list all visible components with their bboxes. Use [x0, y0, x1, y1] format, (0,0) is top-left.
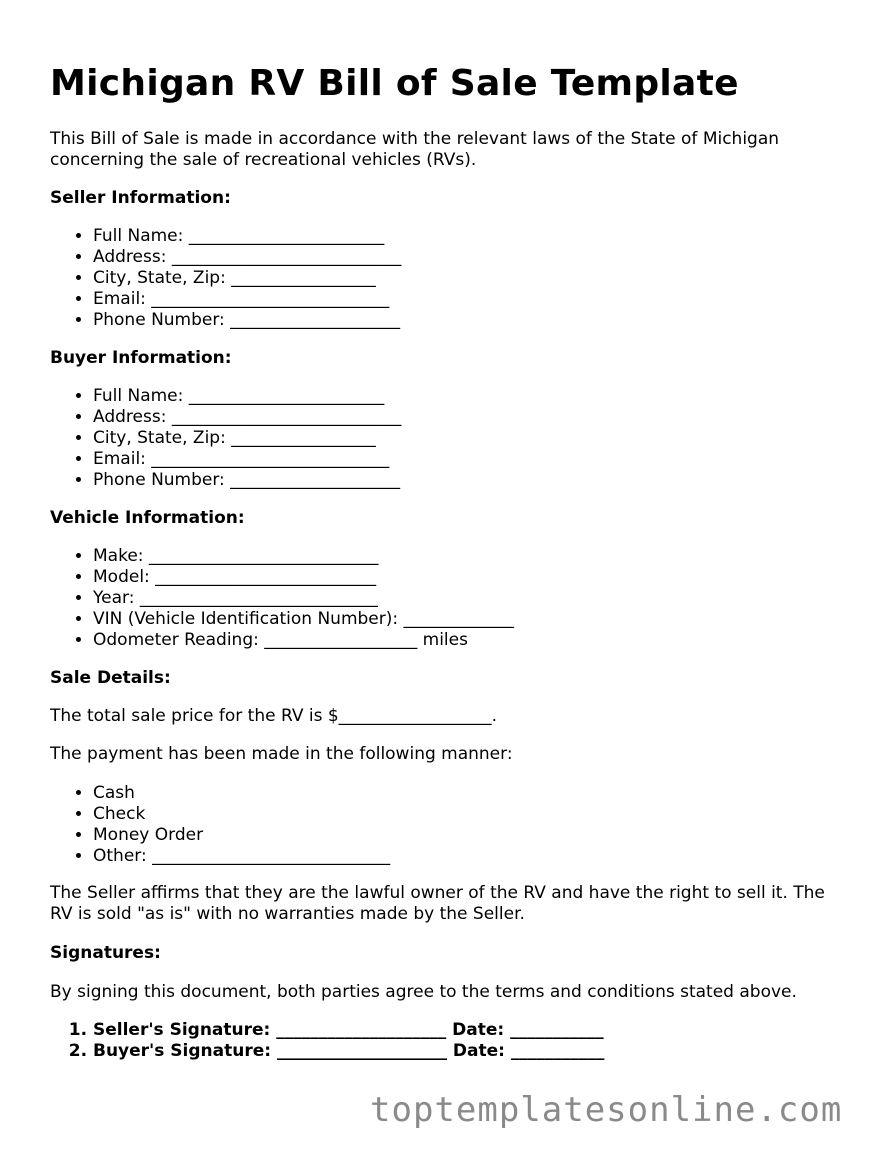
seller-email-field[interactable]: • Email: ____________________________	[93, 289, 401, 310]
vehicle-model-field[interactable]: • Model: __________________________	[93, 567, 514, 588]
signatures-heading: Signatures:	[50, 943, 161, 963]
seller-fields-list	[50, 226, 401, 331]
vehicle-fields-list	[50, 546, 514, 651]
seller-phone-field[interactable]: • Phone Number: ____________________	[93, 310, 401, 331]
buyer-fields-list	[50, 386, 401, 491]
buyer-email-field[interactable]: • Email: ____________________________	[93, 449, 401, 470]
seller-affirmation: The Seller affirms that they are the lawful owner of the RV and have the right to sell it. The RV is sold "as is" with no warranties made by the Seller.	[50, 883, 825, 924]
buyer-phone-field[interactable]: • Phone Number: ____________________	[93, 470, 401, 491]
signatures-list	[50, 1020, 604, 1062]
vehicle-year-field[interactable]: • Year: ____________________________	[93, 588, 514, 609]
signatures-agreement: By signing this document, both parties agree to the terms and conditions stated above.	[50, 982, 797, 1002]
seller-city-state-zip-field[interactable]: • City, State, Zip: _________________	[93, 268, 401, 289]
seller-signature-line[interactable]: 1. Seller's Signature: ____________________ Date: ___________	[93, 1020, 604, 1041]
vehicle-odometer-field[interactable]: • Odometer Reading: __________________ miles	[93, 630, 514, 651]
payment-method-intro: The payment has been made in the following manner:	[50, 744, 513, 764]
seller-full-name-field[interactable]: • Full Name: _______________________	[93, 226, 401, 247]
vehicle-make-field[interactable]: • Make: ___________________________	[93, 546, 514, 567]
payment-option-check: • Check	[93, 804, 390, 825]
page-title: Michigan RV Bill of Sale Template	[50, 63, 739, 104]
payment-option-cash: • Cash	[93, 783, 390, 804]
intro-paragraph: This Bill of Sale is made in accordance with the relevant laws of the State of Michigan concerning the sale of recreational vehicles (RVs).	[50, 129, 780, 170]
buyer-address-field[interactable]: • Address: ___________________________	[93, 407, 401, 428]
buyer-full-name-field[interactable]: • Full Name: _______________________	[93, 386, 401, 407]
buyer-heading: Buyer Information:	[50, 348, 232, 368]
payment-options-list	[50, 783, 390, 867]
sale-price-line[interactable]: The total sale price for the RV is $__________________.	[50, 706, 498, 726]
seller-heading: Seller Information:	[50, 188, 231, 208]
site-watermark: toptemplatesonline.com	[370, 1090, 843, 1130]
buyer-city-state-zip-field[interactable]: • City, State, Zip: _________________	[93, 428, 401, 449]
sale-heading: Sale Details:	[50, 668, 171, 688]
vehicle-heading: Vehicle Information:	[50, 508, 245, 528]
vehicle-vin-field[interactable]: • VIN (Vehicle Identification Number): _____________	[93, 609, 514, 630]
payment-option-money-order: • Money Order	[93, 825, 390, 846]
seller-address-field[interactable]: • Address: ___________________________	[93, 247, 401, 268]
buyer-signature-line[interactable]: 2. Buyer's Signature: ____________________ Date: ___________	[93, 1041, 604, 1062]
payment-option-other-field[interactable]: • Other: ____________________________	[93, 846, 390, 867]
